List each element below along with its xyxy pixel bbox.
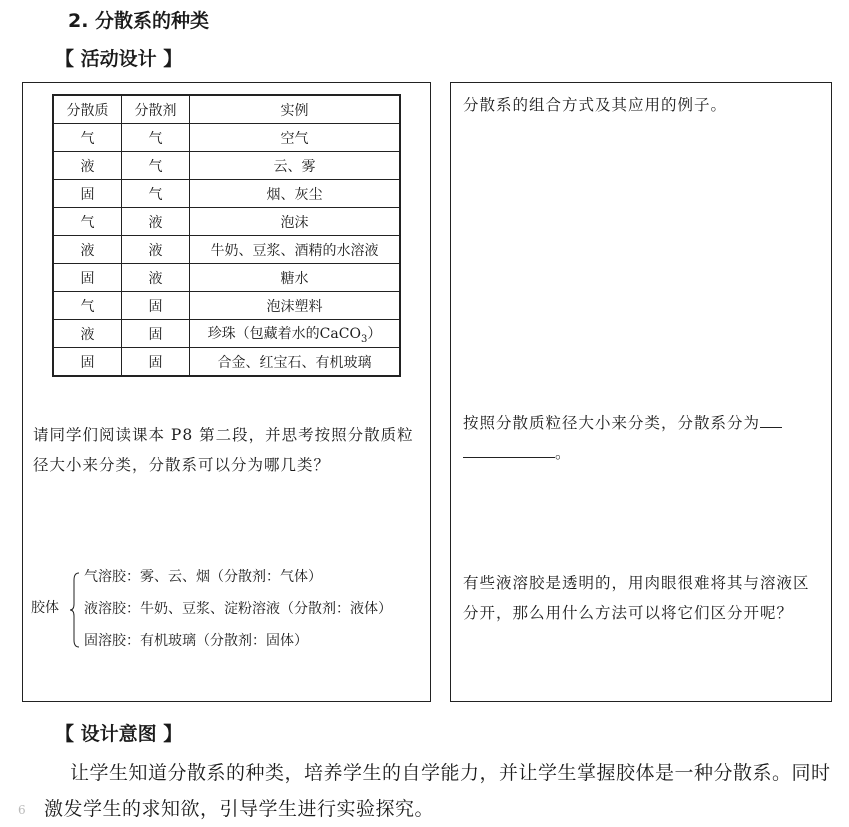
right-classify xyxy=(463,408,823,468)
table-row xyxy=(53,320,400,348)
table-row xyxy=(53,348,400,377)
colloid-label: 胶体 xyxy=(31,600,59,616)
answer-blank[interactable] xyxy=(760,409,782,428)
table-row xyxy=(53,152,400,180)
table-cell: 液 xyxy=(122,264,190,292)
table-cell: 牛奶、豆浆、酒精的水溶液 xyxy=(190,236,401,264)
table-cell: 泡沫塑料 xyxy=(190,292,401,320)
intent-heading: 【 设计意图 】 xyxy=(55,723,183,745)
table-cell: 液 xyxy=(53,320,122,348)
brace-icon xyxy=(70,572,80,648)
section-title: 2. 分散系的种类 xyxy=(68,10,210,32)
table-cell: 气 xyxy=(53,208,122,236)
table-row xyxy=(53,208,400,236)
right-classify-text: 按照分散质粒径大小来分类，分散系分为 xyxy=(463,414,761,432)
table-cell: 液 xyxy=(122,208,190,236)
table-cell: 液 xyxy=(53,152,122,180)
header-example: 实例 xyxy=(190,95,401,124)
pearl-subscript: 3 xyxy=(360,333,368,345)
table-cell: 气 xyxy=(122,124,190,152)
pearl-text: 珍珠（包藏着水的CaCO xyxy=(207,325,361,342)
answer-blank[interactable] xyxy=(463,439,555,458)
colloid-item-solid-sol: 固溶胶：有机玻璃（分散剂：固体） xyxy=(84,633,308,649)
table-row xyxy=(53,180,400,208)
table-cell: 固 xyxy=(122,292,190,320)
table-cell: 气 xyxy=(122,152,190,180)
header-dispersion-medium: 分散剂 xyxy=(122,95,190,124)
colloid-item-liquid-sol: 液溶胶：牛奶、豆浆、淀粉溶液（分散剂：液体） xyxy=(84,601,392,617)
table-cell: 气 xyxy=(53,124,122,152)
right-classify-end: 。 xyxy=(555,444,572,462)
table-cell: 固 xyxy=(53,180,122,208)
table-cell: 气 xyxy=(122,180,190,208)
table-header-row xyxy=(53,95,400,124)
table-cell: 空气 xyxy=(190,124,401,152)
table-cell: 液 xyxy=(53,236,122,264)
left-question: 请同学们阅读课本 P8 第二段，并思考按照分散质粒径大小来分类，分散系可以分为哪几类？ xyxy=(33,426,414,474)
table-cell: 液 xyxy=(122,236,190,264)
right-question: 有些液溶胶是透明的，用肉眼很难将其与溶液区分开，那么用什么方法可以将它们区分开呢？ xyxy=(463,574,810,622)
colloid-item-aerosol: 气溶胶：雾、云、烟（分散剂：气体） xyxy=(84,569,322,585)
pearl-close: ） xyxy=(367,325,382,342)
table-row xyxy=(53,292,400,320)
intent-text: 让学生知道分散系的种类，培养学生的自学能力，并让学生掌握胶体是一种分散系。同时激发学生的求知欲，引导学生进行实验探究。 xyxy=(44,762,831,820)
dispersion-table xyxy=(52,94,401,377)
table-cell: 固 xyxy=(122,320,190,348)
table-cell: 固 xyxy=(122,348,190,377)
table-cell: 泡沫 xyxy=(190,208,401,236)
table-cell: 云、雾 xyxy=(190,152,401,180)
table-row xyxy=(53,236,400,264)
header-dispersed-phase: 分散质 xyxy=(53,95,122,124)
page-number: 6 xyxy=(18,803,26,817)
table-cell: 合金、红宝石、有机玻璃 xyxy=(190,348,401,377)
table-cell-pearl xyxy=(190,320,401,348)
right-prompt: 分散系的组合方式及其应用的例子。 xyxy=(463,96,728,114)
table-row xyxy=(53,264,400,292)
table-cell: 糖水 xyxy=(190,264,401,292)
table-cell: 固 xyxy=(53,264,122,292)
table-row xyxy=(53,124,400,152)
activity-heading: 【 活动设计 】 xyxy=(55,48,183,70)
table-cell: 固 xyxy=(53,348,122,377)
table-cell: 烟、灰尘 xyxy=(190,180,401,208)
table-cell: 气 xyxy=(53,292,122,320)
